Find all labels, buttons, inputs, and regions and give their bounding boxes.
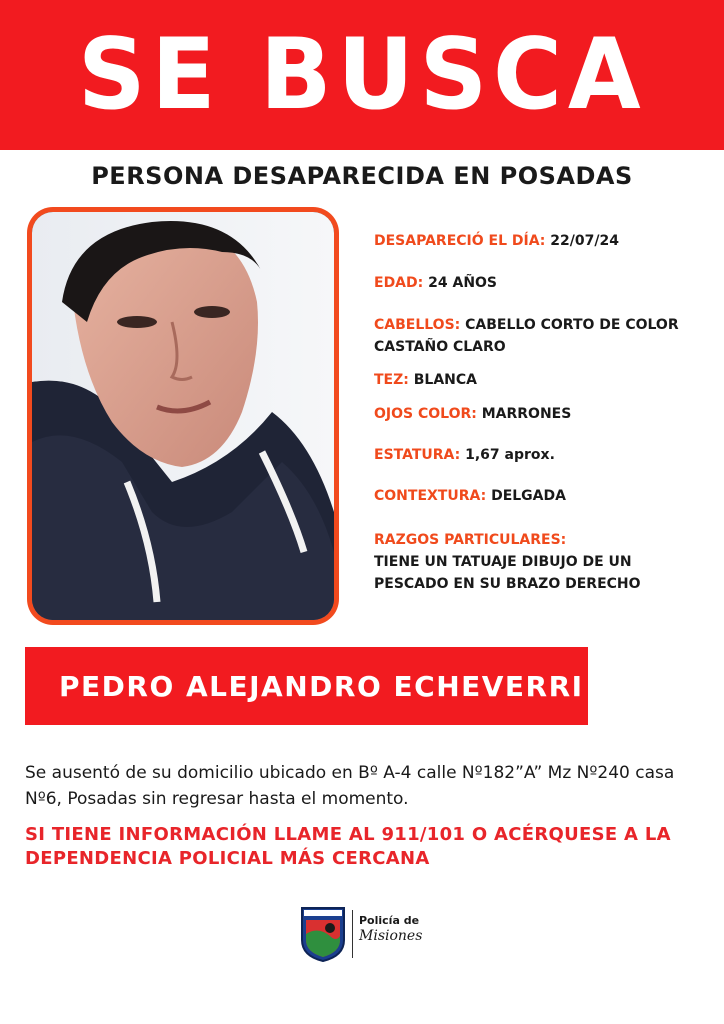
person-photo — [32, 212, 334, 620]
person-name: PEDRO ALEJANDRO ECHEVERRI — [59, 669, 584, 703]
shield-icon — [300, 906, 346, 962]
detail-build — [374, 485, 704, 507]
subtitle: PERSONA DESAPARECIDA EN POSADAS — [91, 162, 633, 190]
page-title: SE BUSCA — [77, 18, 647, 132]
detail-value: 1,67 aprox. — [465, 447, 555, 463]
detail-label: ESTATURA: — [374, 447, 461, 463]
detail-skin — [374, 369, 704, 391]
detail-features — [374, 529, 704, 595]
detail-label: TEZ: — [374, 372, 409, 388]
detail-label: RAZGOS PARTICULARES: — [374, 532, 567, 548]
header-banner — [0, 0, 724, 150]
logo-title: Policía de — [359, 914, 420, 927]
detail-label: DESAPARECIÓ EL DÍA: — [374, 233, 546, 249]
detail-eyes — [374, 403, 704, 425]
detail-value: 22/07/24 — [550, 233, 619, 249]
detail-label: EDAD: — [374, 275, 424, 291]
detail-disappeared — [374, 230, 704, 252]
detail-hair — [374, 314, 704, 358]
detail-value: 24 AÑOS — [428, 275, 498, 291]
detail-label: CONTEXTURA: — [374, 488, 487, 504]
detail-value: TIENE UN TATUAJE DIBUJO DE UN PESCADO EN SU BRAZO DERECHO — [374, 554, 641, 592]
detail-value: CABELLO CORTO DE COLOR CASTAÑO CLARO — [374, 317, 679, 355]
logo-divider — [352, 910, 353, 958]
detail-age — [374, 272, 704, 294]
name-bar — [25, 647, 588, 725]
detail-value: DELGADA — [491, 488, 566, 504]
photo-frame — [27, 207, 339, 625]
detail-value: BLANCA — [413, 372, 478, 388]
alert-message: SI TIENE INFORMACIÓN LLAME AL 911/101 O ACÉRQUESE A LA DEPENDENCIA POLICIAL MÁS CERCANA — [25, 824, 671, 869]
police-logo — [300, 906, 440, 962]
logo-script: Misiones — [359, 928, 423, 944]
detail-height — [374, 444, 704, 466]
detail-value: MARRONES — [481, 406, 572, 422]
detail-label: CABELLOS: — [374, 317, 461, 333]
portrait-illustration — [32, 212, 334, 620]
detail-label: OJOS COLOR: — [374, 406, 477, 422]
description: Se ausentó de su domicilio ubicado en Bº A-4 calle Nº182”A” Mz Nº240 casa Nº6, Posadas sin regresar hasta el momento. — [25, 763, 675, 809]
